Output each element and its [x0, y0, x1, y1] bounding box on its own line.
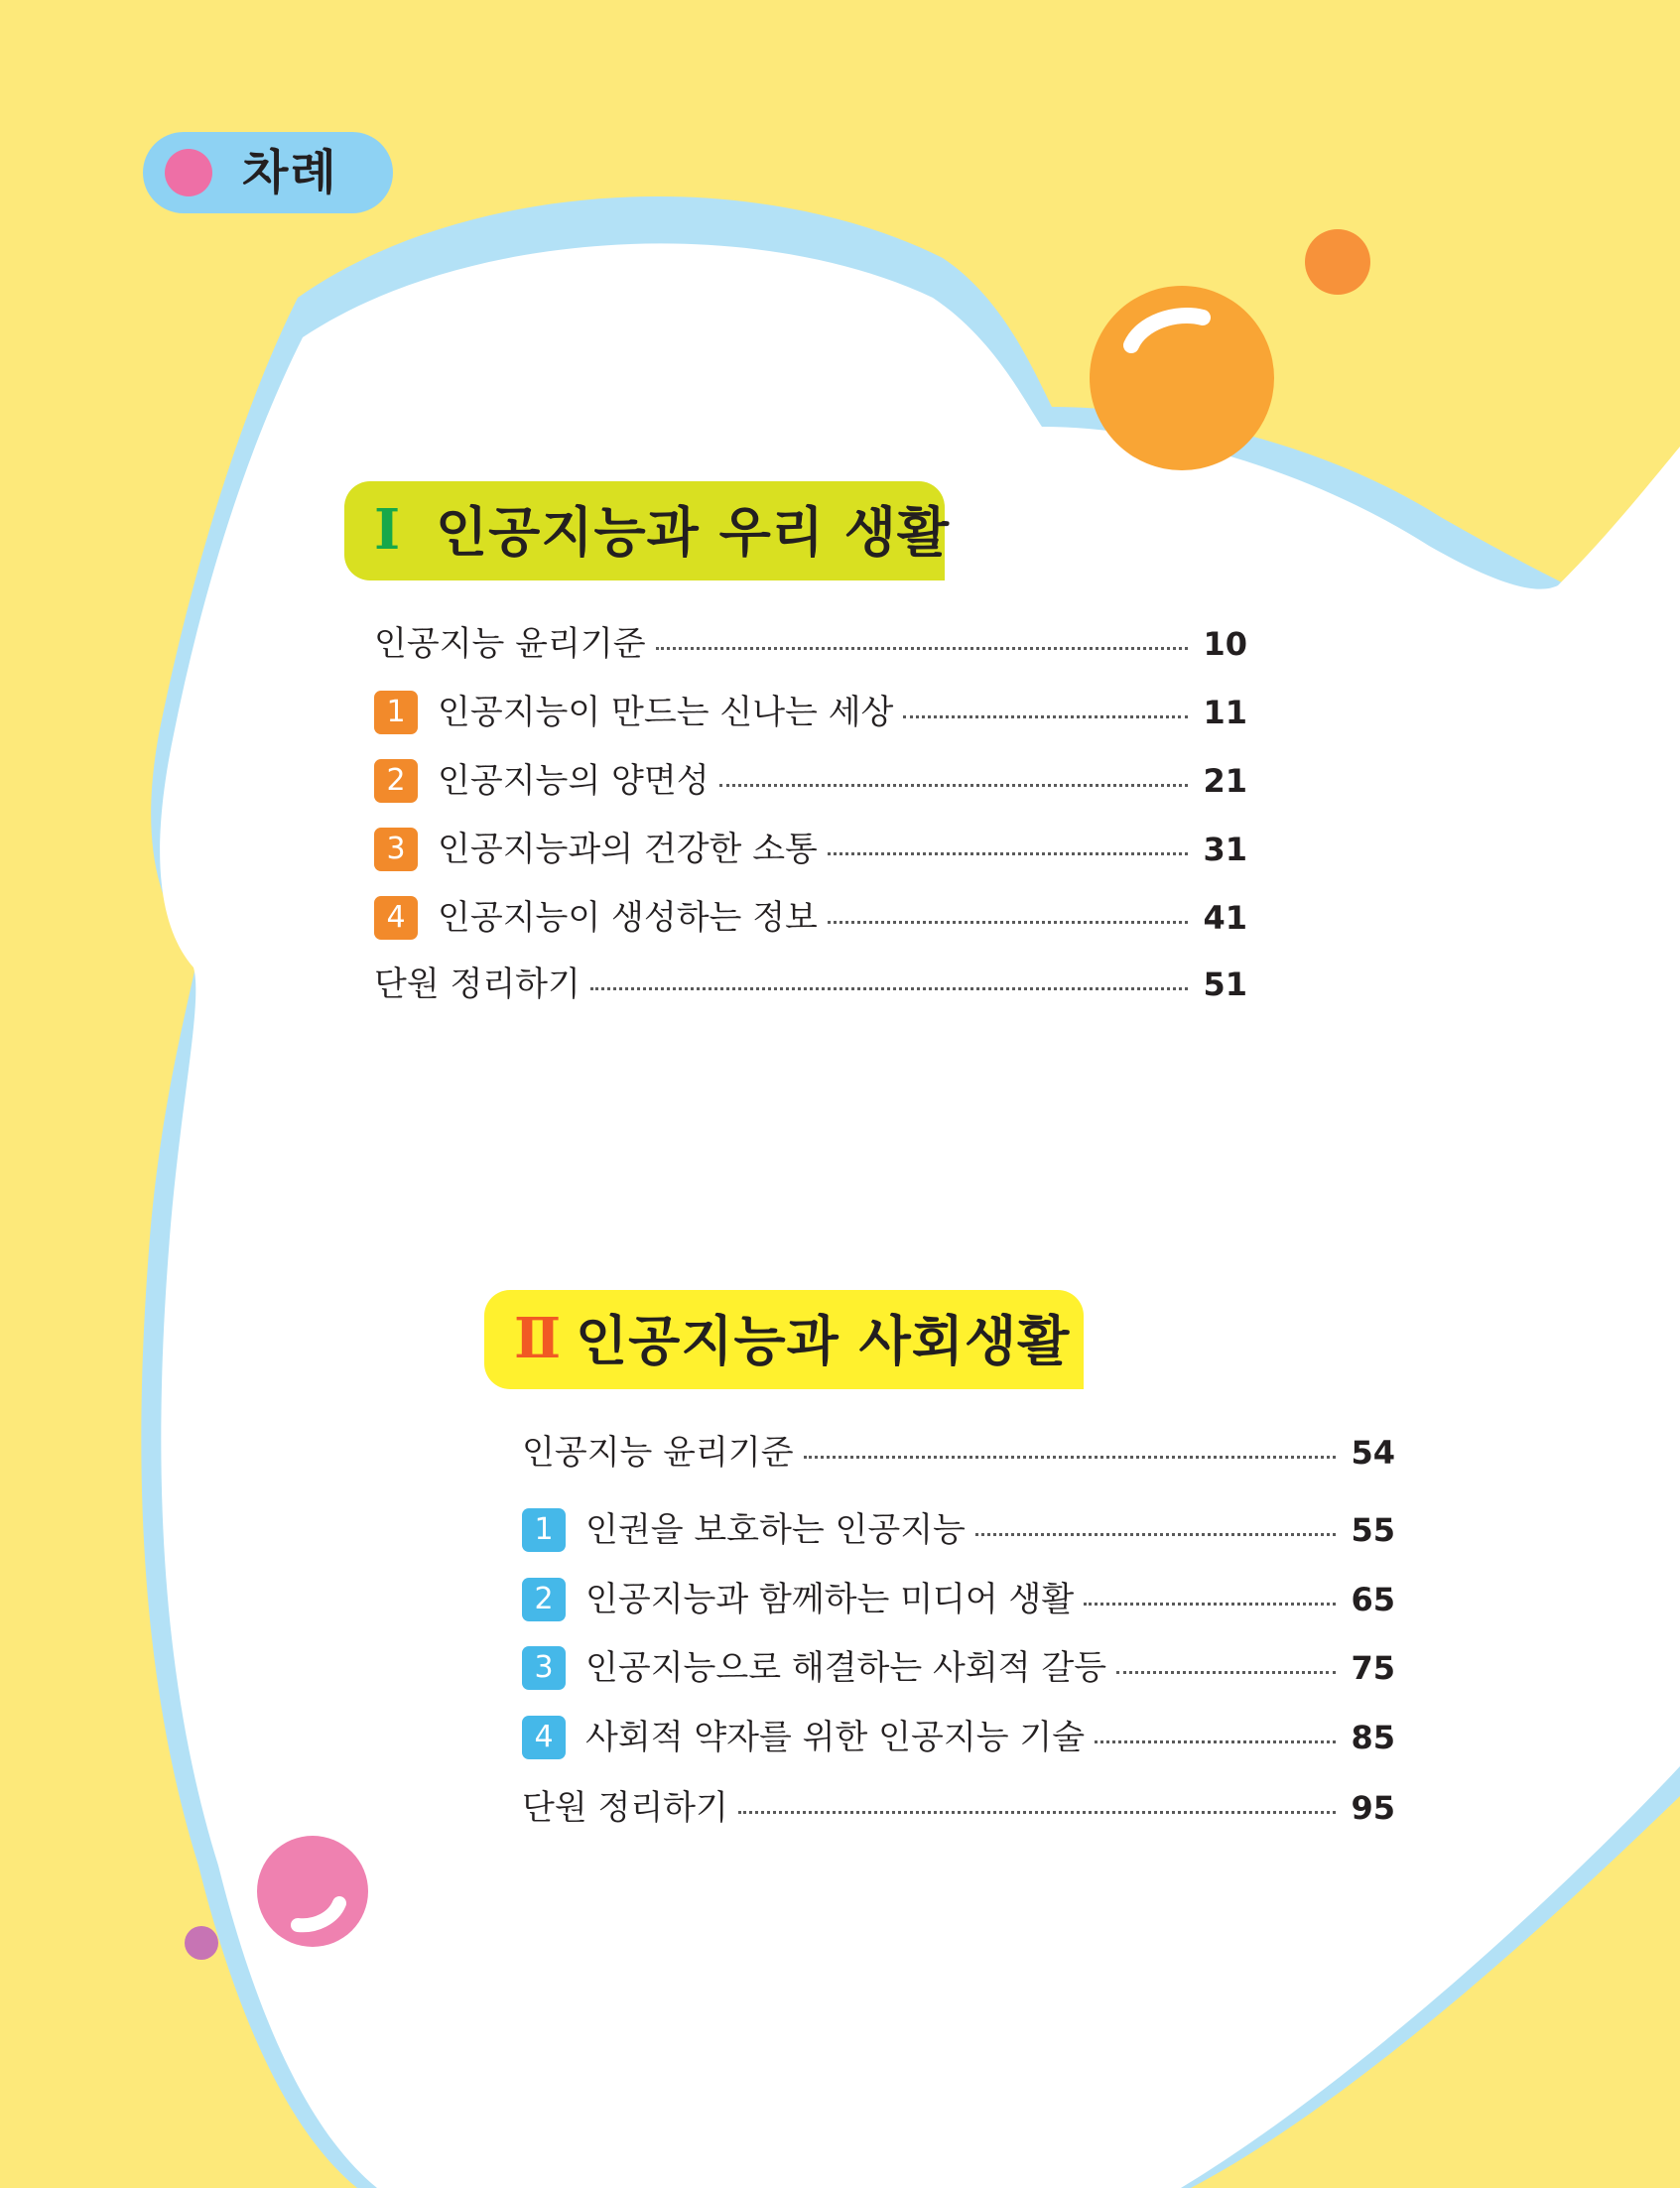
chapter-number-badge: 1 [522, 1508, 566, 1552]
dot-leader [975, 1533, 1336, 1536]
entry-page: 21 [1203, 762, 1247, 800]
chapter-number-badge: 4 [522, 1716, 566, 1759]
entry-page: 85 [1351, 1719, 1395, 1756]
toc-entry[interactable] [374, 757, 1247, 805]
toc-entry[interactable] [522, 1576, 1395, 1623]
toc-entry[interactable] [374, 826, 1247, 873]
entry-title: 인공지능의 양면성 [438, 761, 710, 801]
pink-dot-icon [165, 149, 212, 196]
entry-page: 51 [1203, 965, 1247, 1003]
entry-title: 인공지능 윤리기준 [522, 1433, 794, 1473]
toc-entry[interactable] [522, 1644, 1395, 1692]
toc-entry[interactable] [522, 1714, 1395, 1761]
chapter-number-badge: 3 [374, 828, 418, 871]
toc-entry[interactable] [522, 1784, 1395, 1832]
entry-page: 65 [1351, 1581, 1395, 1618]
entry-title: 인공지능과 함께하는 미디어 생활 [585, 1580, 1075, 1619]
entry-page: 95 [1351, 1789, 1395, 1827]
entry-title: 사회적 약자를 위한 인공지능 기술 [585, 1718, 1086, 1757]
unit-1-numeral: Ⅰ [374, 497, 401, 563]
dot-leader [828, 921, 1188, 924]
unit-2-banner [484, 1290, 1084, 1389]
small-purple-dot [185, 1926, 218, 1960]
table-of-contents-tag [143, 132, 393, 213]
entry-page: 10 [1203, 625, 1247, 663]
chapter-number-badge: 2 [374, 759, 418, 803]
dot-leader [1095, 1740, 1336, 1743]
entry-title: 단원 정리하기 [374, 965, 581, 1004]
toc-entry[interactable] [374, 894, 1247, 942]
entry-page: 31 [1203, 831, 1247, 868]
toc-entry[interactable] [374, 689, 1247, 736]
toc-entry[interactable] [374, 961, 1247, 1008]
toc-entry[interactable] [522, 1429, 1395, 1477]
entry-title: 인공지능 윤리기준 [374, 624, 646, 664]
chapter-number-badge: 2 [522, 1578, 566, 1621]
toc-entry[interactable] [374, 620, 1247, 668]
entry-page: 54 [1351, 1434, 1395, 1472]
dot-leader [903, 715, 1188, 718]
entry-page: 55 [1351, 1511, 1395, 1549]
entry-title: 인공지능과의 건강한 소통 [438, 830, 818, 869]
dot-leader [804, 1456, 1336, 1459]
dot-leader [738, 1811, 1336, 1814]
entry-title: 인권을 보호하는 인공지능 [585, 1510, 966, 1550]
entry-page: 41 [1203, 899, 1247, 937]
dot-leader [656, 647, 1188, 650]
toc-heading: 차례 [242, 145, 338, 200]
entry-page: 11 [1203, 694, 1247, 731]
unit-2-numeral: Ⅱ [514, 1306, 562, 1371]
dot-leader [590, 987, 1188, 990]
entry-title: 인공지능으로 해결하는 사회적 갈등 [585, 1648, 1107, 1688]
dot-leader [719, 784, 1188, 787]
dot-leader [1084, 1603, 1336, 1606]
entry-page: 75 [1351, 1649, 1395, 1687]
chapter-number-badge: 3 [522, 1646, 566, 1690]
unit-2-title: 인공지능과 사회생활 [576, 1310, 1071, 1372]
entry-title: 단원 정리하기 [522, 1788, 728, 1828]
dot-leader [828, 852, 1188, 855]
toc-entry[interactable] [522, 1506, 1395, 1554]
entry-title: 인공지능이 만드는 신나는 세상 [438, 693, 894, 732]
chapter-number-badge: 4 [374, 896, 418, 940]
small-orange-dot [1305, 229, 1370, 295]
chapter-number-badge: 1 [374, 691, 418, 734]
entry-title: 인공지능이 생성하는 정보 [438, 898, 818, 938]
dot-leader [1116, 1671, 1336, 1674]
unit-1-title: 인공지능과 우리 생활 [436, 501, 951, 564]
unit-1-banner [344, 481, 951, 580]
